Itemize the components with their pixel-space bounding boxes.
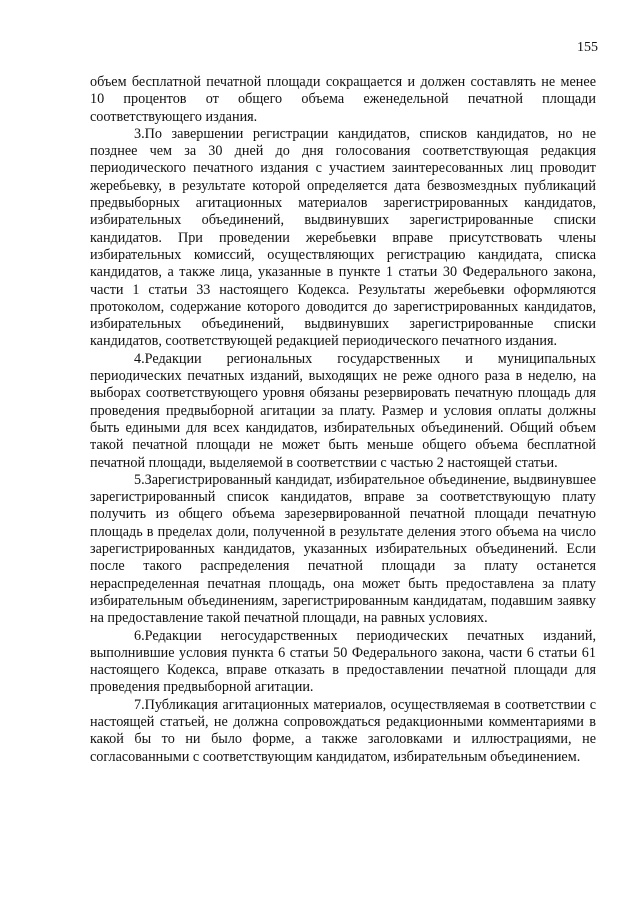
body-text xyxy=(90,74,596,766)
paragraph-3: 3.По завершении регистрации кандидатов, списков кандидатов, но не позднее чем за 30 дней до дня голосования соответствующая редакция периодического печатного издания с участием заинтересованных лиц проводит жеребьевку, в результате которой определяется дата безвозмездных публикаций предвыборных агитационных материалов зарегистрированных кандидатов, избирательных объединений, выдвинувших зарегистрированные списки кандидатов. При проведении жеребьевки вправе присутствовать члены избирательных комиссий, осуществляющих регистрацию кандидата, списка кандидатов, а также лица, указанные в пункте 1 статьи 30 Федерального закона, части 1 статьи 33 настоящего Кодекса. Результаты жеребьевки оформляются протоколом, содержание которого доводится до зарегистрированных кандидатов, избирательных объединений, выдвинувших зарегистрированные списки кандидатов, соответствующей редакцией периодического печатного издания. xyxy=(90,125,596,350)
paragraph-7: 7.Публикация агитационных материалов, осуществляемая в соответствии с настоящей статьей, не должна сопровождаться редакционными комментариями в какой бы то ни было форме, а также заголовками и иллюстрациями, не согласованными с соответствующим кандидатом, избирательным объединением. xyxy=(90,696,596,765)
paragraph-continuation: объем бесплатной печатной площади сокращается и должен составлять не менее 10 процентов от общего объема еженедельной печатной площади соответствующего издания. xyxy=(90,74,596,125)
paragraph-6: 6.Редакции негосударственных периодических печатных изданий, выполнившие условия пункта 6 статьи 50 Федерального закона, части 6 статьи 61 настоящего Кодекса, вправе отказать в предоставлении печатной площади для проведения предвыборной агитации. xyxy=(90,627,596,696)
paragraph-4: 4.Редакции региональных государственных и муниципальных периодических печатных изданий, выходящих не реже одного раза в неделю, на выборах соответствующего уровня обязаны резервировать печатную площадь для проведения предвыборной агитации за плату. Размер и условия оплаты должны быть едиными для всех кандидатов, избирательных объединений. Общий объем такой печатной площади не может быть меньше общего объема бесплатной печатной площади, выделяемой в соответствии с частью 2 настоящей статьи. xyxy=(90,350,596,471)
page-number: 155 xyxy=(577,40,598,55)
paragraph-5: 5.Зарегистрированный кандидат, избирательное объединение, выдвинувшее зарегистрированный список кандидатов, вправе за соответствующую плату получить из общего объема зарезервированной печатной площади печатную площадь в пределах доли, полученной в результате деления этого объема на число зарегистрированных кандидатов, указанных избирательных объединений. Если после такого распределения печатной площади за плату останется нераспределенная печатная площадь, она может быть предоставлена за плату избирательным объединениям, зарегистрированным кандидатам, подавшим заявку на предоставление такой печатной площади, на равных условиях. xyxy=(90,471,596,627)
